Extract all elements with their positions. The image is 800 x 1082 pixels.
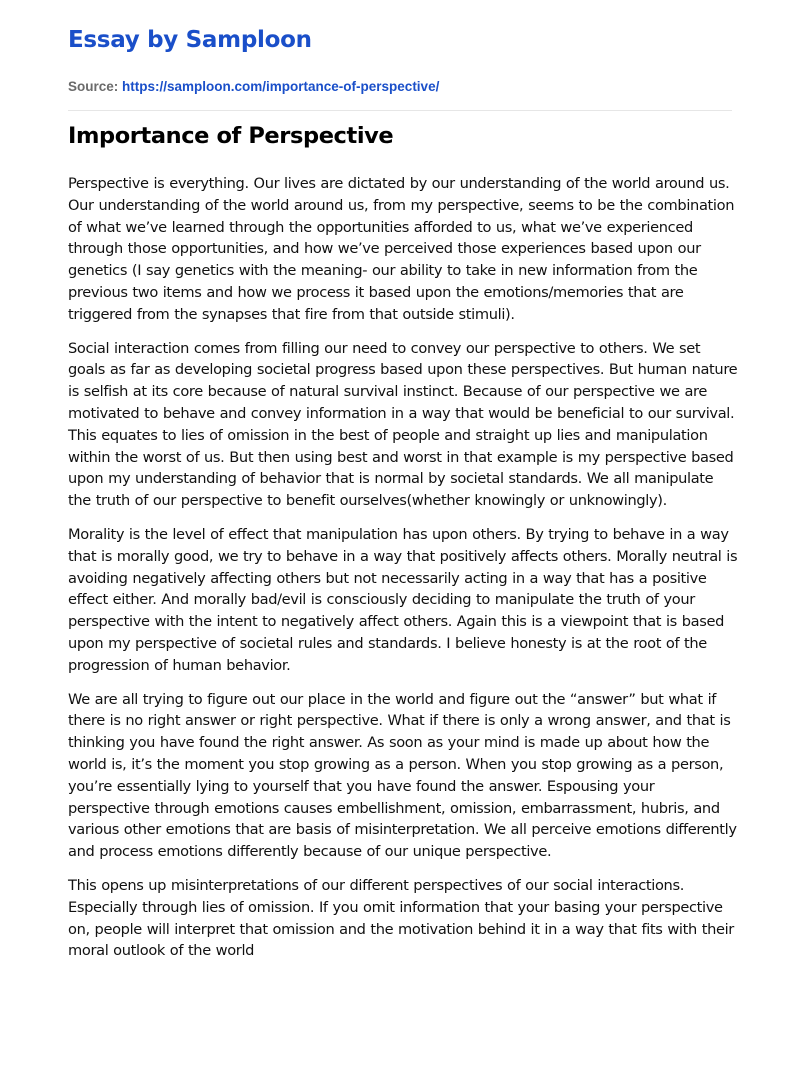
essay-paragraph: Social interaction comes from filling our need to convey our perspective to others. We set goals as far as developing societal progress based upon these perspectives. But human nature is selfish at its core because of natural survival instinct. Because of our perspective we are motivated to behave and convey information in a way that would be beneficial to our survival. This equates to lies of omission in the best of people and straight up lies and manipulation within the worst of us. But then using best and worst in that example is my perspective based upon my understanding of behavior that is normal by societal standards. We all manipulate the truth of our perspective to benefit ourselves(whether knowingly or unknowingly).	[68, 339, 738, 510]
essay-paragraph: Perspective is everything. Our lives are dictated by our understanding of the world around us. Our understanding of the world around us, from my perspective, seems to be the combination of what we’ve learned through the opportunities afforded to us, what we’ve experienced through those opportunities, and how we’ve perceived those experiences based upon our genetics (I say genetics with the meaning- our ability to take in new information from the previous two items and how we process it based upon the emotions/memories that are triggered from the synapses that fire from that outside stimuli).	[68, 175, 735, 323]
source-link[interactable]: https://samploon.com/importance-of-perspective/	[122, 79, 440, 94]
essay-paragraph: This opens up misinterpretations of our different perspectives of our social interactions. Especially through lies of omission. If you omit information that your basing your perspective on, people will interpret that omission and the motivation behind it in a way that fits with their moral outlook of the world	[68, 876, 734, 960]
essay-title: Importance of Perspective	[68, 123, 394, 149]
header-divider	[68, 110, 732, 111]
essay-body	[68, 173, 738, 974]
brand-title: Essay by Samploon	[68, 27, 312, 53]
essay-paragraph: Morality is the level of effect that manipulation has upon others. By trying to behave in a way that is morally good, we try to behave in a way that positively affects others. Morally neutral is avoiding negatively affecting others but not necessarily acting in a way that has a positive effect either. And morally bad/evil is consciously deciding to manipulate the truth of your perspective with the intent to negatively affect others. Again this is a viewpoint that is based upon my perspective of societal rules and standards. I believe honesty is at the root of the progression of human behavior.	[68, 525, 738, 674]
source-label: Source:	[68, 79, 119, 94]
essay-paragraph: We are all trying to figure out our place in the world and figure out the “answer” but what if there is no right answer or right perspective. What if there is only a wrong answer, and that is thinking you have found the right answer. As soon as your mind is made up about how the world is, it’s the moment you stop growing as a person. When you stop growing as a person, you’re essentially lying to yourself that you have found the answer. Espousing your perspective through emotions causes embellishment, omission, embarrassment, hubris, and various other emotions that are basis of misinterpretation. We all perceive emotions differently and process emotions differently because of our unique perspective.	[68, 690, 737, 861]
source-line	[68, 79, 439, 94]
